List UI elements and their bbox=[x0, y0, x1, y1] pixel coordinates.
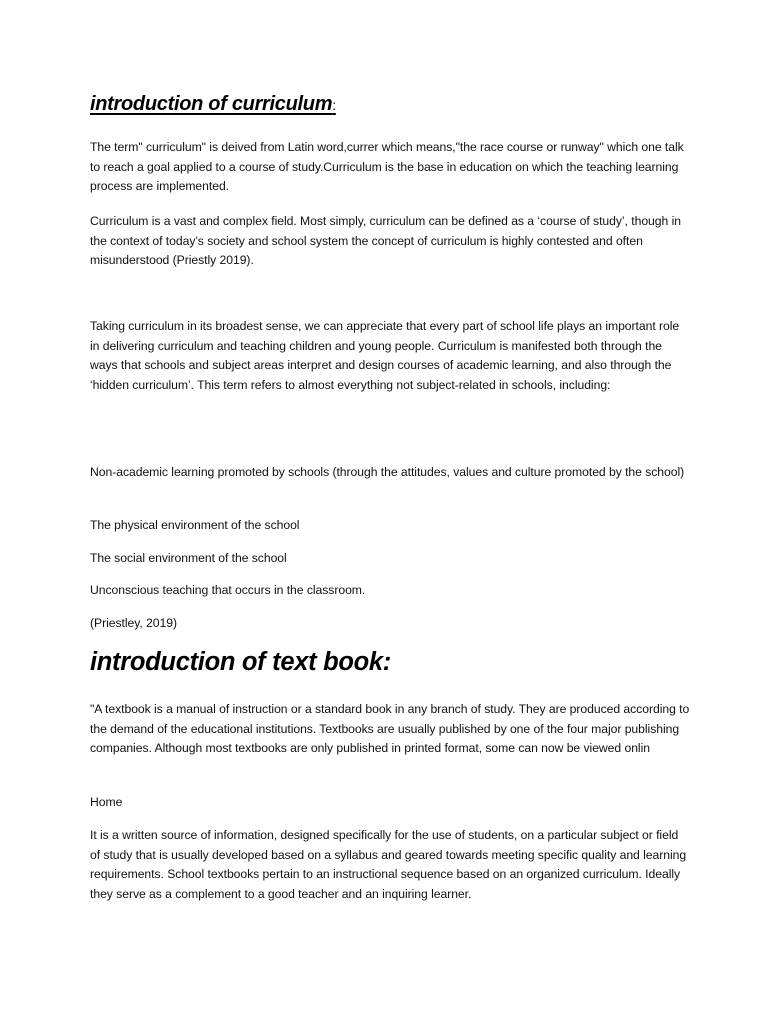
textbook-paragraph-1: "A textbook is a manual of instruction or a standard book in any branch of study. They are produced according to the demand of the educational institutions. Textbooks are usually published by one of the four major publishing companies. Although most textbooks are only published in printed format, some can now be viewed onlin bbox=[90, 702, 690, 756]
curriculum-heading bbox=[90, 93, 336, 116]
curriculum-paragraph-1: The term" curriculum" is deived from Latin word,currer which means,"the race course or runway" which one talk to reach a goal applied to a course of study.Curriculum is the base in education on which the teaching learning process are implemented. bbox=[90, 140, 684, 194]
hidden-curriculum-item-4: Unconscious teaching that occurs in the classroom. bbox=[90, 583, 366, 597]
textbook-paragraph-2: It is a written source of information, designed specifically for the use of students, on a particular subject or field of study that is usually developed based on a syllabus and geared towards meeting specific quality and learning requirements. School textbooks pertain to an instructional sequence based on an organized curriculum. Ideally they serve as a complement to a good teacher and an inquiring learner. bbox=[90, 828, 687, 902]
curriculum-paragraph-2: Curriculum is a vast and complex field. Most simply, curriculum can be defined as a ‘course of study’, though in the context of today’s society and school system the concept of curriculum is highly contested and often misunderstood (Priestly 2019). bbox=[90, 214, 681, 268]
curriculum-heading-colon: : bbox=[332, 97, 336, 113]
curriculum-citation: (Priestley, 2019) bbox=[90, 616, 177, 630]
textbook-home-label: Home bbox=[90, 795, 123, 809]
hidden-curriculum-item-1: Non-academic learning promoted by schools (through the attitudes, values and culture promoted by the school) bbox=[90, 465, 685, 479]
curriculum-paragraph-3: Taking curriculum in its broadest sense, we can appreciate that every part of school life plays an important role in delivering curriculum and teaching children and young people. Curriculum is manifested both through the ways that schools and subject areas interpret and design courses of academic learning, and also through the ‘hidden curriculum’. This term refers to almost everything not subject-related in schools, including: bbox=[90, 319, 680, 393]
textbook-heading: introduction of text book: bbox=[90, 648, 391, 676]
hidden-curriculum-item-3: The social environment of the school bbox=[90, 551, 287, 565]
hidden-curriculum-item-2: The physical environment of the school bbox=[90, 518, 300, 532]
curriculum-heading-text: introduction of curriculum bbox=[90, 93, 333, 115]
